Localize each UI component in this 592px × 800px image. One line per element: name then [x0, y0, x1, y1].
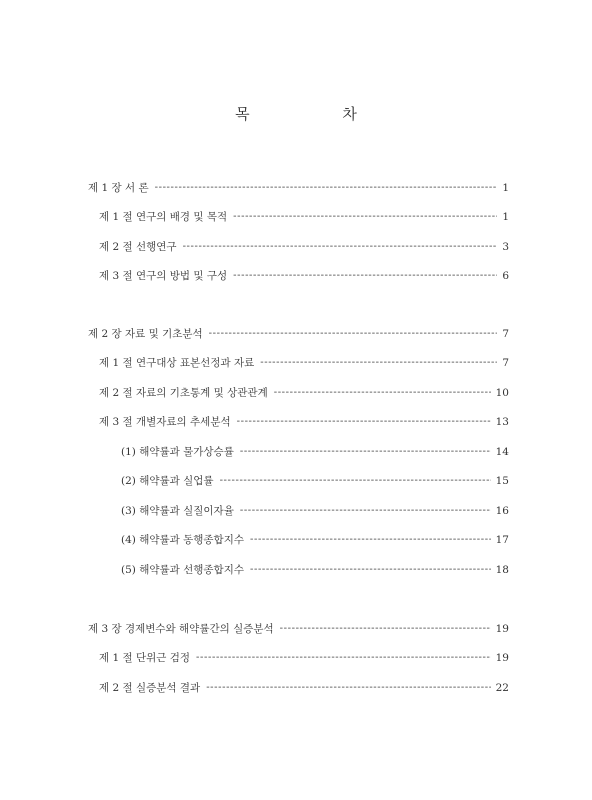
- toc-entry: [121, 444, 509, 460]
- toc-entry: [88, 180, 509, 196]
- toc-entry: [99, 209, 509, 225]
- toc-entry-label: 제 2 장 자료 및 기초분석: [88, 328, 203, 340]
- toc-entry-page: 1: [502, 211, 509, 223]
- toc-leader: [220, 473, 491, 489]
- toc-leader: [233, 268, 497, 284]
- toc-leader: [280, 621, 491, 637]
- toc-entry: [121, 562, 509, 578]
- toc-leader: [274, 385, 491, 401]
- toc-entry: [121, 473, 509, 489]
- toc-entry-page: 17: [495, 534, 509, 546]
- toc-entry: [121, 532, 509, 548]
- toc-entry-page: 14: [495, 446, 509, 458]
- toc-leader: [206, 680, 490, 696]
- toc-entry-label: (1) 해약률과 물가상승률: [121, 446, 234, 458]
- toc-entry-label: (2) 해약률과 실업률: [121, 475, 214, 487]
- toc-entry: [99, 385, 509, 401]
- toc-leader: [155, 180, 498, 196]
- toc-entry-label: 제 2 절 실증분석 결과: [99, 682, 201, 694]
- toc-entry: [99, 650, 509, 666]
- toc-entry-label: 제 3 장 경제변수와 해약률간의 실증분석: [88, 623, 274, 635]
- toc-entry: [99, 414, 509, 430]
- toc-entry-page: 6: [502, 270, 509, 282]
- toc-leader: [240, 444, 491, 460]
- toc-leader: [209, 326, 498, 342]
- toc-entry-label: 제 1 절 연구대상 표본선정과 자료: [99, 357, 255, 369]
- toc-leader: [237, 414, 491, 430]
- toc-entry-label: (3) 해약률과 실질이자율: [121, 505, 234, 517]
- toc-entry-page: 22: [495, 682, 509, 694]
- toc-leader: [260, 355, 497, 371]
- toc-entry-page: 7: [502, 357, 509, 369]
- toc-leader: [250, 532, 491, 548]
- toc-entry-label: 제 3 절 연구의 방법 및 구성: [99, 270, 228, 282]
- toc-entry: [88, 326, 509, 342]
- toc-entry-page: 19: [495, 623, 509, 635]
- toc-entry-page: 15: [495, 475, 509, 487]
- toc-entry-label: (4) 해약률과 동행종합지수: [121, 534, 244, 546]
- toc-entry-label: 제 3 절 개별자료의 추세분석: [99, 416, 231, 428]
- toc-entry-page: 1: [502, 182, 509, 194]
- toc-entry-page: 3: [502, 241, 509, 253]
- toc-entry-label: 제 1 장 서 론: [88, 182, 149, 194]
- toc-entry: [88, 621, 509, 637]
- toc-entry-page: 19: [495, 652, 509, 664]
- toc-entry-label: 제 2 절 자료의 기초통계 및 상관관계: [99, 387, 268, 399]
- toc-entry: [99, 268, 509, 284]
- toc-leader: [240, 503, 491, 519]
- toc-leader: [196, 650, 491, 666]
- toc-leader: [183, 239, 498, 255]
- toc-entry-label: 제 1 절 단위근 검정: [99, 652, 191, 664]
- toc-leader: [250, 562, 491, 578]
- toc-entry: [121, 503, 509, 519]
- toc-leader: [233, 209, 497, 225]
- toc-entry: [99, 239, 509, 255]
- toc-entry-label: 제 1 절 연구의 배경 및 목적: [99, 211, 228, 223]
- toc-entry-page: 18: [495, 564, 509, 576]
- toc-entry-page: 10: [495, 387, 509, 399]
- toc-entry-label: 제 2 절 선행연구: [99, 241, 177, 253]
- toc-entry-page: 7: [502, 328, 509, 340]
- toc-entry: [99, 680, 509, 696]
- page-title: 목 차: [235, 105, 401, 123]
- toc-entry-page: 13: [495, 416, 509, 428]
- toc-entry: [99, 355, 509, 371]
- toc-entry-label: (5) 해약률과 선행종합지수: [121, 564, 244, 576]
- toc-entry-page: 16: [495, 505, 509, 517]
